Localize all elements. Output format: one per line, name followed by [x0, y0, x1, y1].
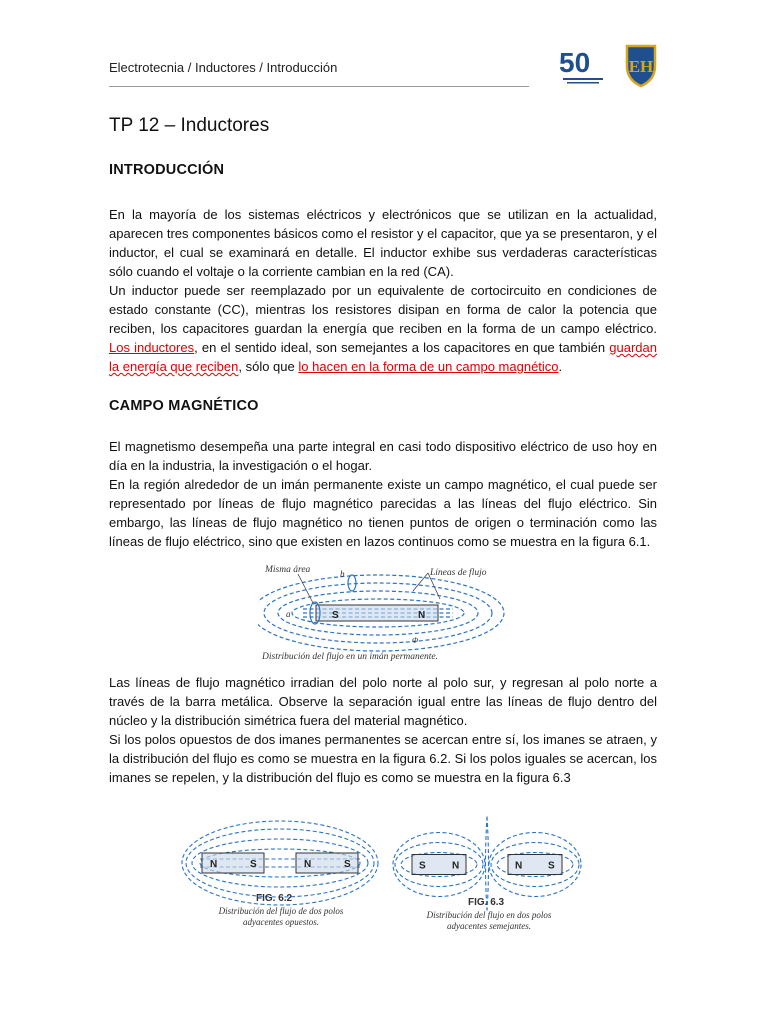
intro-p2-text-c: , sólo que: [238, 359, 299, 374]
page-header: [109, 47, 669, 98]
crest-letters: EH: [628, 57, 654, 76]
breadcrumb: Electrotecnia / Inductores / Introducción: [109, 60, 338, 75]
label-phi: Φ: [412, 636, 419, 645]
campo-paragraph-2: En la región alrededor de un imán permanente existe un campo magnético, el cual puede ser representado por líneas de flujo magnético parecidas a las líneas del flujo eléctrico. Sin embargo, las líneas de flujo magnético no tienen puntos de origen o terminación como las líneas de flujo eléctrico, sino que existen en lazos continuos como se muestra en la figura 6.1.: [109, 477, 657, 549]
figure-6-3-caption-line-1: Distribución del flujo en dos polos: [426, 910, 552, 920]
label-a: a: [286, 609, 291, 619]
campo-paragraph-3: Las líneas de flujo magnético irradian del polo norte al polo sur, y regresan al polo norte a través de la barra metálica. Observe la separación igual entre las líneas de flujo dentro del núcleo y la distribución simétrica fuera del material magnético.: [109, 675, 657, 728]
label-misma-area: Misma área: [265, 565, 311, 575]
campo-paragraph-4: Si los polos opuestos de dos imanes permanentes se acercan entre sí, los imanes se atraen, y la distribución del flujo es como se muestra en la figura 6.2. Si los polos iguales se acercan, los imanes se repelen, y la distribución del flujo es como se muestra en la figura 6.3: [109, 732, 657, 785]
highlight-guardan-energia: guardan la energía que reciben: [109, 340, 657, 374]
institution-logos: [559, 42, 669, 88]
pole-label: N: [210, 859, 218, 870]
area-b-ring: [348, 575, 356, 591]
campo-paragraph-1: El magnetismo desempeña una parte integral en casi todo dispositivo eléctrico de uso hoy en día en la industria, la investigación o el hogar.: [109, 439, 657, 473]
pole-n-label: N: [418, 610, 426, 621]
intro-body: [109, 205, 657, 376]
intro-p2-text-b: , en el sentido ideal, son semejantes a los capacitores en que también: [194, 340, 610, 355]
campo-body: [109, 437, 657, 551]
figure-6-2-caption: [196, 906, 366, 928]
figure-6-3-caption-line-2: adyacentes semejantes.: [447, 921, 531, 931]
figure-6-3-caption: [404, 910, 574, 932]
pole-s-label: S: [332, 610, 339, 621]
figure-6-2-number: FIG. 6.2: [256, 893, 293, 904]
label-b: b: [340, 569, 345, 579]
pole-label: S: [250, 859, 257, 870]
figure-6-3-number: FIG. 6.3: [468, 897, 505, 908]
heading-campo-magnetico: CAMPO MAGNÉTICO: [109, 398, 259, 414]
intro-p2-text-a: Un inductor puede ser reemplazado por un equivalente de cortocircuito en condiciones de estado constante (CC), mientras los resistores disipan en forma de calor la potencia que reciben, los capacitores guardan la energía que reciben en la forma de un campo eléctrico.: [109, 283, 657, 336]
pole-label: N: [304, 859, 312, 870]
intro-paragraph-1: En la mayoría de los sistemas eléctricos y electrónicos que se utilizan en la actualidad, aparecen tres componentes básicos como el resistor y el capacitor, que ya se presentaron, y el inductor, el cual se examinará en detalle. El inductor exhibe sus verdaderas características sólo cuando el voltaje o la corriente cambian en la red (CA).: [109, 207, 657, 279]
pole-label: S: [344, 859, 351, 870]
intro-p2-text-d: .: [558, 359, 563, 374]
pole-label: S: [548, 860, 555, 872]
label-lineas-de-flujo: Líneas de flujo: [430, 568, 487, 578]
intro-paragraph-2: [109, 281, 657, 376]
pole-label: S: [419, 860, 426, 872]
crest-logo: [627, 46, 655, 86]
flujo-body: [109, 673, 657, 787]
pole-label: N: [515, 860, 523, 872]
logo-50-text: 50: [559, 47, 591, 78]
figure-6-1-bar-magnet: [258, 555, 508, 667]
pole-label: N: [452, 860, 460, 872]
highlight-campo-magnetico: lo hacen en la forma de un campo magnético: [298, 359, 559, 374]
figure-6-2-caption-line-1: Distribución del flujo de dos polos: [218, 906, 344, 916]
header-divider: [109, 86, 529, 87]
page-title: TP 12 – Inductores: [109, 115, 270, 136]
highlight-los-inductores: Los inductores: [109, 340, 195, 355]
figure-6-2-caption-line-2: adyacentes opuestos.: [243, 917, 319, 927]
figure-6-1-caption: Distribución del flujo en un imán permanente.: [262, 652, 438, 662]
heading-introduccion: INTRODUCCIÓN: [109, 162, 225, 178]
anniversary-50-logo: [559, 47, 603, 84]
